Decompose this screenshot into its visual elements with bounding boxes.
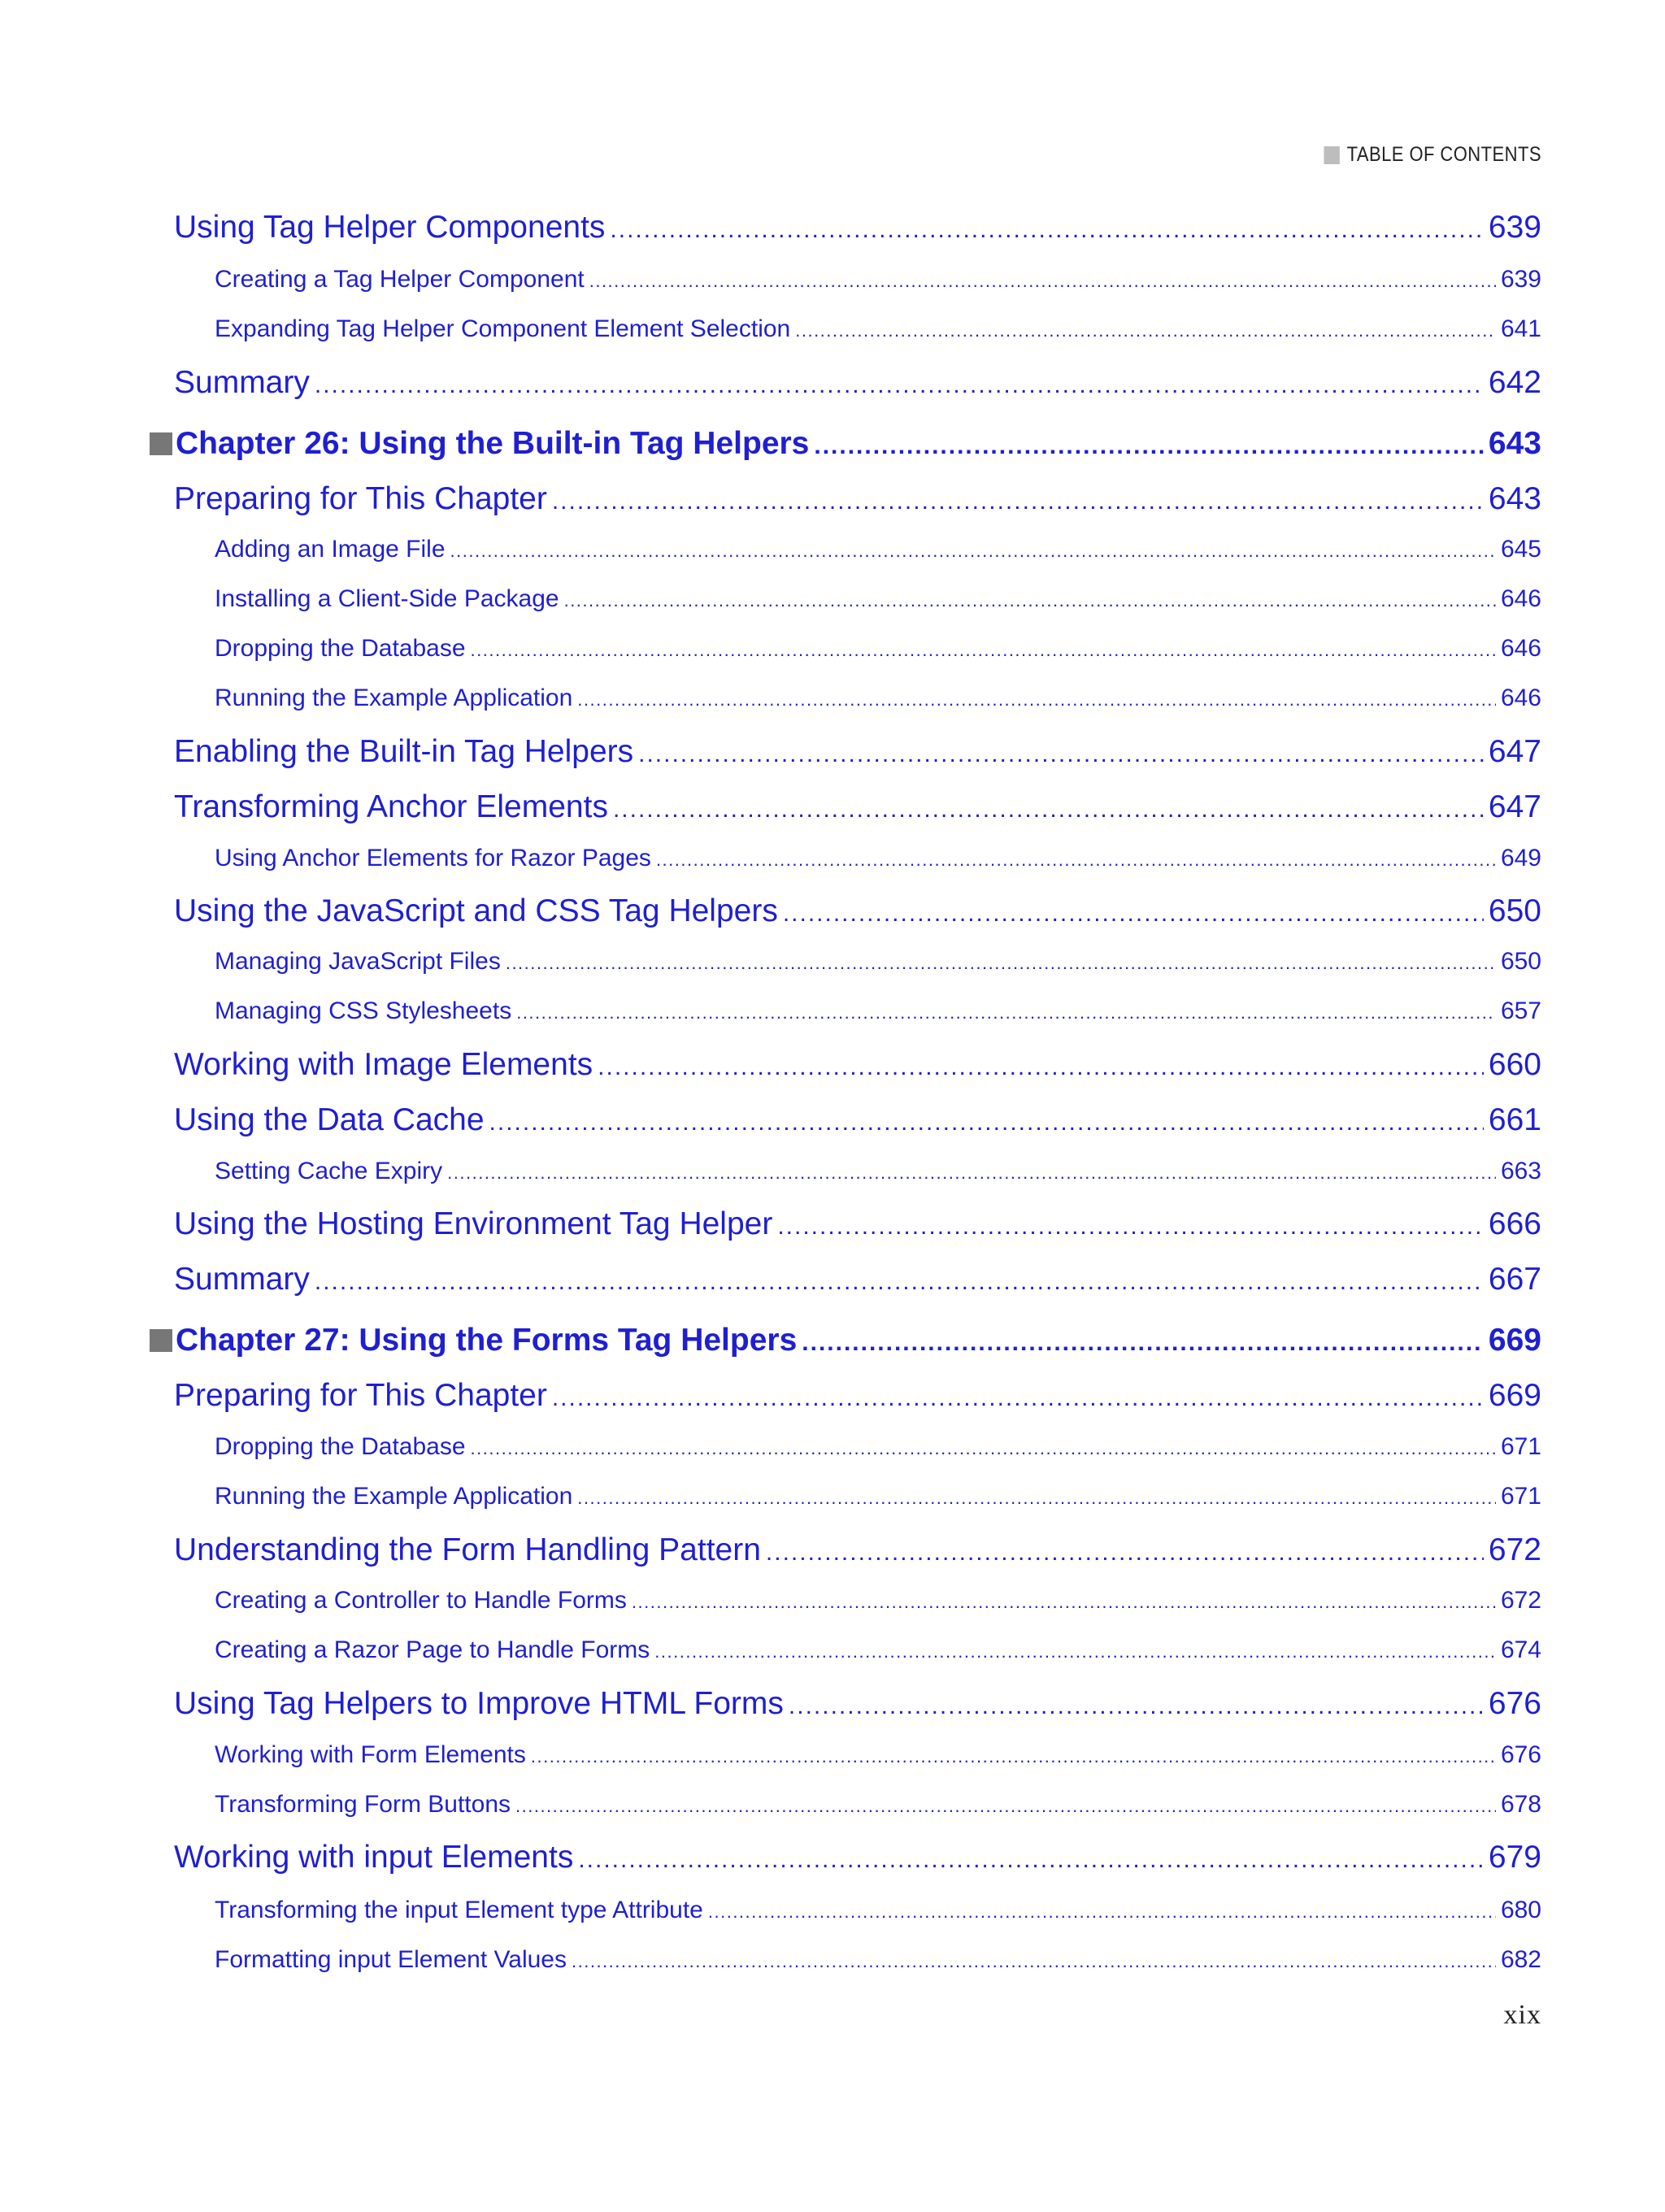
toc-entry-page: 682 <box>1500 1946 1541 1973</box>
toc-entry-label: Installing a Client-Side Package <box>215 585 559 612</box>
toc-entry-label: Creating a Controller to Handle Forms <box>215 1587 627 1614</box>
toc-entry-label: Transforming the input Element type Attribute <box>215 1897 703 1923</box>
toc-entry-subsection[interactable] <box>215 1157 1541 1186</box>
toc-entry-label: Preparing for This Chapter <box>174 1378 547 1413</box>
chapter-square-icon <box>150 432 172 455</box>
toc-entry-subsection[interactable] <box>215 315 1541 344</box>
toc-entry-subsection[interactable] <box>215 947 1541 976</box>
toc-entry-page: 678 <box>1500 1791 1541 1818</box>
dot-leader <box>564 586 1496 614</box>
toc-entry-label: Adding an Image File <box>215 536 446 563</box>
dot-leader <box>766 1534 1484 1569</box>
dot-leader <box>777 1208 1484 1243</box>
dot-leader <box>552 483 1484 518</box>
toc-entry-page: 639 <box>1488 210 1541 245</box>
toc-entry-label: Enabling the Built-in Tag Helpers <box>174 734 634 769</box>
toc-entry-subsection[interactable] <box>215 997 1541 1026</box>
toc-entry-section[interactable] <box>174 1839 1541 1876</box>
dot-leader <box>598 1049 1484 1084</box>
toc-entry-page: 663 <box>1500 1158 1541 1184</box>
dot-leader <box>315 367 1484 402</box>
toc-entry-label: Preparing for This Chapter <box>174 481 547 516</box>
toc-entry-page: 661 <box>1488 1102 1541 1137</box>
toc-entry-page: 671 <box>1500 1483 1541 1510</box>
toc-entry-label: Creating a Razor Page to Handle Forms <box>215 1636 650 1663</box>
toc-entry-subsection[interactable] <box>215 1482 1541 1511</box>
toc-entry-page: 657 <box>1500 997 1541 1024</box>
toc-entry-label: Transforming Anchor Elements <box>174 789 608 824</box>
toc-entry-label: Using Anchor Elements for Razor Pages <box>215 845 651 871</box>
dot-leader <box>577 685 1496 713</box>
toc-entry-label: Managing CSS Stylesheets <box>215 997 512 1024</box>
toc-entry-page: 672 <box>1500 1587 1541 1614</box>
toc-entry-label: Working with input Elements <box>174 1840 574 1875</box>
toc-entry-label: Running the Example Application <box>215 684 573 711</box>
toc-entry-page: 676 <box>1488 1686 1541 1721</box>
toc-entry-page: 647 <box>1488 789 1541 824</box>
toc-entry-page: 647 <box>1488 734 1541 769</box>
toc-entry-section[interactable] <box>174 1685 1541 1723</box>
toc-entry-label: Using the Data Cache <box>174 1102 485 1137</box>
toc-entry-label: Formatting input Element Values <box>215 1946 567 1973</box>
toc-entry-section[interactable] <box>174 1261 1541 1298</box>
toc-entry-label: Creating a Tag Helper Component <box>215 266 585 293</box>
toc-entry-page: 672 <box>1488 1532 1541 1567</box>
dot-leader <box>471 1434 1496 1462</box>
toc-entry-label: Dropping the Database <box>215 635 466 662</box>
toc-entry-label: Understanding the Form Handling Pattern <box>174 1532 761 1567</box>
toc-entry-page: 646 <box>1500 635 1541 662</box>
toc-entry-subsection[interactable] <box>215 1896 1541 1925</box>
toc-entry-page: 680 <box>1500 1897 1541 1923</box>
toc-entry-page: 643 <box>1488 481 1541 516</box>
toc-entry-section[interactable] <box>174 364 1541 402</box>
toc-entry-label: Summary <box>174 1262 310 1297</box>
toc-entry-label: Using Tag Helpers to Improve HTML Forms <box>174 1686 784 1721</box>
dot-leader <box>656 845 1496 873</box>
toc-entry-label: Chapter 26: Using the Built-in Tag Helpers <box>176 426 810 461</box>
toc-entry-section[interactable] <box>174 1206 1541 1243</box>
toc-entry-page: 674 <box>1500 1636 1541 1663</box>
toc-entry-label: Using Tag Helper Components <box>174 210 606 245</box>
dot-leader <box>552 1380 1484 1415</box>
dot-leader <box>572 1947 1496 1975</box>
toc-entry-subsection[interactable] <box>215 844 1541 873</box>
dot-leader <box>814 428 1484 463</box>
dot-leader <box>516 998 1496 1026</box>
header-square-icon <box>1324 146 1340 164</box>
toc-entry-page: 649 <box>1500 845 1541 871</box>
toc-entry-section[interactable] <box>174 209 1541 246</box>
dot-leader <box>515 1792 1496 1819</box>
toc-entry-subsection[interactable] <box>215 684 1541 713</box>
toc-entry-label: Dropping the Database <box>215 1433 466 1460</box>
toc-entry-page: 646 <box>1500 684 1541 711</box>
toc-entry-page: 641 <box>1500 315 1541 342</box>
toc-entry-subsection[interactable] <box>215 1432 1541 1462</box>
toc-entry-subsection[interactable] <box>215 1586 1541 1615</box>
dot-leader <box>802 1324 1484 1359</box>
toc-entry-label: Managing JavaScript Files <box>215 948 501 975</box>
toc-entry-page: 650 <box>1488 893 1541 928</box>
toc-entry-page: 650 <box>1500 948 1541 975</box>
dot-leader <box>315 1263 1484 1298</box>
chapter-square-icon <box>150 1329 172 1352</box>
toc-entry-section[interactable] <box>174 1377 1541 1415</box>
toc-entry-page: 667 <box>1488 1262 1541 1297</box>
dot-leader <box>447 1158 1496 1186</box>
dot-leader <box>654 1637 1496 1665</box>
dot-leader <box>613 791 1484 826</box>
toc-entry-page: 669 <box>1488 1378 1541 1413</box>
dot-leader <box>531 1742 1496 1770</box>
toc-entry-label: Setting Cache Expiry <box>215 1158 443 1184</box>
toc-entry-subsection[interactable] <box>215 265 1541 294</box>
toc-entry-label: Expanding Tag Helper Component Element Selection <box>215 315 791 342</box>
toc-entry-page: 669 <box>1488 1323 1541 1358</box>
toc-entry-page: 660 <box>1488 1047 1541 1082</box>
toc-entry-label: Transforming Form Buttons <box>215 1791 511 1818</box>
toc-entry-subsection[interactable] <box>215 1740 1541 1770</box>
toc-entry-page: 666 <box>1488 1206 1541 1241</box>
toc-entry-section[interactable] <box>174 480 1541 518</box>
running-title: TABLE OF CONTENTS <box>1346 143 1541 166</box>
dot-leader <box>783 895 1484 930</box>
toc-entry-section[interactable] <box>174 1532 1541 1569</box>
running-header <box>1324 143 1541 167</box>
toc-entry-chapter[interactable] <box>150 1322 1541 1359</box>
toc-entry-page: 676 <box>1500 1741 1541 1768</box>
toc-entry-section[interactable] <box>174 789 1541 826</box>
toc-entry-label: Running the Example Application <box>215 1483 573 1510</box>
dot-leader <box>638 736 1484 771</box>
toc-entry-subsection[interactable] <box>215 1945 1541 1975</box>
dot-leader <box>708 1897 1496 1925</box>
toc-entry-label: Summary <box>174 365 310 400</box>
dot-leader <box>450 537 1496 564</box>
dot-leader <box>610 211 1484 246</box>
toc-entry-section[interactable] <box>174 733 1541 771</box>
toc-entry-label: Chapter 27: Using the Forms Tag Helpers <box>176 1323 798 1358</box>
toc-entry-label: Working with Image Elements <box>174 1047 593 1082</box>
toc-entry-section[interactable] <box>174 1102 1541 1139</box>
toc-entry-label: Using the Hosting Environment Tag Helper <box>174 1206 773 1241</box>
toc-entry-section[interactable] <box>174 893 1541 930</box>
dot-leader <box>471 636 1496 663</box>
dot-leader <box>632 1588 1496 1615</box>
dot-leader <box>577 1484 1496 1511</box>
toc-entry-subsection[interactable] <box>215 1790 1541 1819</box>
toc-entry-section[interactable] <box>174 1046 1541 1084</box>
dot-leader <box>795 316 1496 344</box>
dot-leader <box>506 949 1496 976</box>
dot-leader <box>489 1104 1484 1139</box>
toc-entry-page: 679 <box>1488 1840 1541 1875</box>
toc-entry-page: 671 <box>1500 1433 1541 1460</box>
toc-entry-page: 646 <box>1500 585 1541 612</box>
dot-leader <box>789 1688 1484 1723</box>
toc-entry-page: 645 <box>1500 536 1541 563</box>
toc-entry-label: Working with Form Elements <box>215 1741 526 1768</box>
toc-entry-subsection[interactable] <box>215 634 1541 663</box>
toc-entry-chapter[interactable] <box>150 425 1541 463</box>
toc-entry-page: 642 <box>1488 365 1541 400</box>
toc-entry-subsection[interactable] <box>215 585 1541 614</box>
toc-entry-subsection[interactable] <box>215 1636 1541 1665</box>
toc-entry-page: 643 <box>1488 426 1541 461</box>
toc-entry-page: 639 <box>1500 266 1541 293</box>
dot-leader <box>578 1841 1484 1876</box>
dot-leader <box>589 267 1496 294</box>
toc-entry-subsection[interactable] <box>215 535 1541 564</box>
page-number: xix <box>1503 2000 1541 2030</box>
toc-entry-label: Using the JavaScript and CSS Tag Helpers <box>174 893 778 928</box>
